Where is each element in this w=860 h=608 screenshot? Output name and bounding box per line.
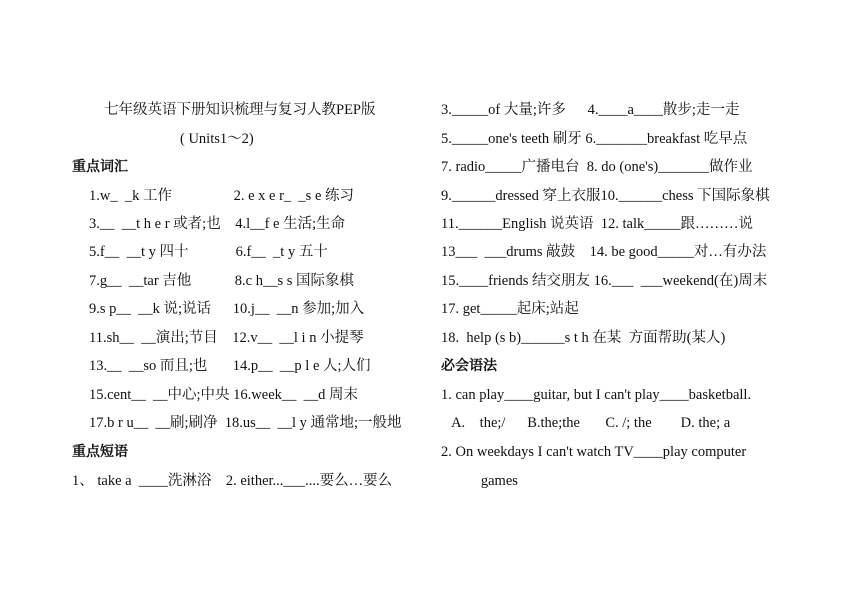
phrase-line: 5._____one's teeth 刷牙 6._______breakfast 吃早点	[441, 131, 748, 147]
grammar-question-continued: games	[441, 473, 518, 489]
vocab-line: 15.cent__ __中心;中央 16.week__ __d 周末	[89, 387, 359, 403]
phrase-line: 17. get_____起床;站起	[441, 301, 579, 317]
vocab-line: 3.__ __t h e r 或者;也 4.l__f e 生活;生命	[89, 216, 346, 232]
grammar-question: 2. On weekdays I can't watch TV____play computer	[441, 444, 747, 460]
phrase-line: 11.______English 说英语 12. talk_____跟………说	[441, 216, 754, 232]
document-subtitle: ( Units1～2)	[180, 131, 254, 147]
phrase-line: 1、 take a ____洗淋浴 2. either...___....要么…要么	[72, 473, 393, 489]
vocab-line: 17.b r u__ __刷;刷净 18.us__ __l y 通常地;一般地	[89, 415, 402, 431]
phrase-line: 3._____of 大量;许多 4.____a____散步;走一走	[441, 102, 740, 118]
vocab-line: 13.__ __so 而且;也 14.p__ __p l e 人;人们	[89, 358, 371, 374]
vocab-line: 11.sh__ __演出;节目 12.v__ __l i n 小提琴	[89, 330, 364, 346]
phrase-line: 9.______dressed 穿上衣服10.______chess 下国际象棋	[441, 188, 770, 204]
vocab-line: 5.f__ __t y 四十 6.f__ _t y 五十	[89, 244, 328, 260]
vocab-line: 7.g__ __tar 吉他 8.c h__s s 国际象棋	[89, 273, 355, 289]
phrase-heading: 重点短语	[72, 444, 128, 460]
phrase-line: 18. help (s b)______s t h 在某 方面帮助(某人)	[441, 330, 726, 346]
phrase-line: 7. radio_____广播电台 8. do (one's)_______做作业	[441, 159, 753, 175]
vocab-line: 1.w_ _k 工作 2. e x e r_ _s e 练习	[89, 188, 354, 204]
phrase-line: 13___ ___drums 敲鼓 14. be good_____对…有办法	[441, 244, 767, 260]
grammar-question: 1. can play____guitar, but I can't play____basketball.	[441, 387, 752, 403]
document-title: 七年级英语下册知识梳理与复习人教PEP版	[104, 102, 376, 118]
vocab-heading: 重点词汇	[72, 159, 128, 175]
grammar-heading: 必会语法	[441, 358, 497, 374]
grammar-options: A. the;/ B.the;the C. /; the D. the; a	[441, 415, 731, 431]
vocab-line: 9.s p__ __k 说;说话 10.j__ __n 参加;加入	[89, 301, 365, 317]
phrase-line: 15.____friends 结交朋友 16.___ ___weekend(在)周末	[441, 273, 768, 289]
